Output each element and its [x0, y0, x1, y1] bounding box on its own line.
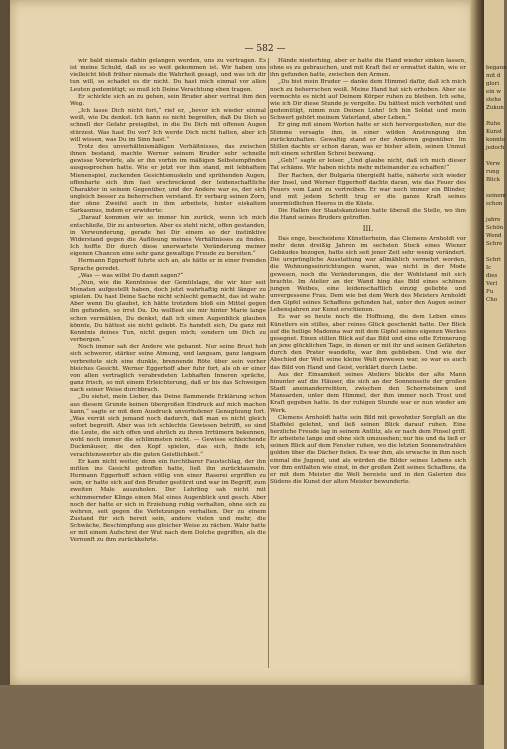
facing-page-line: begann	[486, 65, 507, 71]
facing-page-line	[484, 112, 504, 120]
paragraph: Es war so heute noch die Hoffnung, die dem Leben eines Künstlers ein stilles, aber reines Glück geschenkt hatte. Der Blick auf die heilige Madonna war mit dem Gipfel seines eigenen Werkes gesegnet. Einen stillen Blick auf das Bild und eine edle Erinnerung an jene glücklichen Tage, in denen er mit ihr und seinen Gefährten durch den Prater wandelte, war ihm geblieben. Und wie der Abschied der Welt seine kleine Welt gewesen war, so war es auch das Bild von Hand und Geist, verklärt durch Liebe.	[270, 314, 466, 371]
facing-page-line: Cho	[486, 297, 498, 303]
paragraph: „Geh!“ sagte er leiser. „Und glaube nicht, daß ich mich dieser Tat schäme. Wir haben nichts mehr miteinander zu schaffen!“	[270, 158, 466, 172]
paragraph: Hände niederhing, aber er hatte die Hand wieder sinken lassen, ohne es zu gebrauchen, und mit Kraft fiel er ermattet dahin, wie er ihn gefunden hatte, zwischen den Armen.	[270, 58, 466, 79]
book-page	[10, 0, 482, 685]
facing-page-line: mit d	[486, 73, 501, 79]
paragraph: Hermann Eggerhoff fuhrte sich an, als hätte er in einer fremden Sprache geredet.	[70, 258, 266, 272]
facing-page-edge	[484, 0, 507, 749]
facing-page-line: Schre	[486, 241, 503, 247]
facing-page-line: dies	[486, 273, 498, 279]
book-gutter	[470, 0, 484, 685]
facing-page-line: glori	[486, 81, 499, 87]
paragraph: „Du bist mein Bruder — danke dem Himmel dafür, daß ich mich noch zu beherrschen weiß. Meine Hand hat sich erhoben. Aber sie vermochte es nicht auf Deinem Körper ruhen zu bleiben. Ich sehe, wie ich Dir diese Stunde je vergelte. Du hättest mich verhöhnt und gedemütigt, nimm nun Deinen Lohn! Ich bin Soldat und mein Schwert gehört meinem Vaterland, aber Leben.“	[270, 79, 466, 122]
book-left-edge	[0, 0, 10, 685]
facing-page-line: ein w	[486, 89, 502, 95]
facing-page-line	[484, 208, 504, 216]
facing-page-line: Schön	[486, 225, 504, 231]
facing-page-line: schon	[486, 201, 503, 207]
facing-page-line: rung	[486, 169, 500, 175]
facing-page-line	[484, 152, 504, 160]
facing-page-line: seinem	[486, 193, 506, 199]
facing-page-line: jedoch	[486, 145, 505, 151]
facing-page-line: Schri	[486, 257, 501, 263]
paragraph: Er ging mit einem Worten hatte er sich hervorgestoßen, nur die Stimme versagte ihm, in einer wilden Anstrengung ihn zurückzuhalten. Gewaltig stand er der Anderen gegenüber. Im Stillen dachte er schon daran, was er bisher allein, seinen Unmut mit einem schrillen Schrei bezwang.	[270, 122, 466, 158]
paragraph: Die Hallen der Staatskanzleien hatte überall die Stelle, wo ihm die Hand seines Bruders getroffen.	[270, 208, 466, 222]
facing-page-line: Ruhe	[486, 121, 501, 127]
section-heading: III.	[362, 224, 374, 233]
left-column	[70, 58, 266, 668]
paragraph: „Du siehst, mein Lieber, das Deine flammende Erklärung schon aus diesem Grunde keinen übergroßen Eindruck auf mich machen kann,“ sagte er mit dem Ausdruck unverholener Genugtuung fort. „Was verrät sich jemand noch dadurch, daß man es nicht gleich sofort begreift. Aber was ich schlechte Gewissen betrifft, so sind die Leute, die sich offen und ehrlich zu ihren Irrtümern bekennen, wohl noch immer die schlimmsten nicht. — Gewisse schleichende Duckmäuser, die den Kopf spielen, das sich, finde ich, verachtenswerter als die guten Geistlichkeit.“	[70, 394, 266, 458]
facing-page-line: Wend	[486, 233, 502, 239]
facing-page-line: stehe	[486, 97, 502, 103]
paragraph: Er schickte sich an zu gehen, sein Bruder aber vertrat ihm den Weg.	[70, 93, 266, 107]
paragraph: „Was — was willst Du damit sagen?“	[78, 272, 184, 279]
paragraph: Trotz des unverhältnismäßigen Verhältnisses, das zwischen ihnen bestand, machte Werner seinem Bruder sehr schnelle gewisse Vorwürfe, als er ihn vorhin im mäßigen Selbstempfinden ausgesprochen hatte. Wie er jetzt vor ihm stand, mit lebhaftem Mienenspiel, zuckenden Gesichtsmuskeln und sprühenden Augen, offenbarte sich ihm fast erschreckend der leidenschaftliche Charakter in seinem Gegenüber, und der Andere war es, der sich ungleich besser zu beherrschen verstand. Er verbarg seinen Zorn, der ohne Zweifel auch in ihm arbeitete, hinter eiskaltem Sarkasmus, indem er erwiderte:	[70, 143, 266, 215]
facing-page-line: Blick	[486, 177, 500, 183]
facing-page-line: Kunst	[486, 129, 503, 135]
paragraph: Das enge, bescheidene Künstlerheim, das Clemens Arnholdt vor mehr denn dreißig Jahren im sechsten Stock eines Wiener Gebäudes bezogen, hatte sich seit jener Zeit sehr wenig verändert. Die ursprüngliche Ausstattung war allmählich vermehrt worden, die Wohnungseinrichtungen waren, was nicht in der Mode gewesen, noch die Veränderungen, die der Wohlstand mit sich brachte. Im Atelier an der Wand hing das Bild eines schönen jungen Weibes, eine leidenschaftlich einzig geliebte und unvergessene Frau. Dem wie bei dem Werk des Meisters Arnholdt den Gipfel seines Schaffens gefunden hat, unter den Augen seiner Lebensjahren zur Kunst erschienen.	[270, 235, 466, 314]
paragraph: „Ich lasse Dich nicht fort,“ rief er, „bevor ich wieder einmal weiß, wie Du denkst. Ich kann es nicht begreifen, daß Du Dich so schnell der Gefahr preisgibst, in die Du Dich mit offenen Augen stürzest. Was hast Du vor? Ich werde Dich nicht halten, aber ich will wissen, was Du im Sinn hast.“	[70, 108, 266, 143]
facing-page-line: Fu	[486, 289, 494, 295]
facing-page-line: Ic	[486, 265, 492, 271]
facing-page-line	[484, 184, 504, 192]
facing-page-line: jahre	[486, 217, 501, 223]
paragraph: Noch immer sah der Andere wie gebannt. Nur seine Brust hob sich schwerer, stärker seine Atmung, und langsam, ganz langsam verbreitete sich eine dunkle, brennende Röte über sein vorher bleiches Gesicht. Werner Eggerhoff aber fuhr fort, als ob er einer von allen vertraglich verabredeten Lebhaften Inneren spräche, ganz frisch, so mit einem Erleichterung, daß er bis das Schweigen nach seiner Weise durchbrach.	[70, 344, 266, 394]
paragraph: „Nun, wie die Kenntnisse der Gemütslage, die wir hier seit Monaten aufgestellt haben, doch jetzt wahrhaftig nicht länger zu spielen. Du hast Deine Sache nicht schlecht gemacht, das ist wahr. Aber wenn Du glaubst, ich hätte trotzdem bloß ein Mittel gegen ihn gefunden, so irrst Du. Du wolltest sie mir hinter Marie lange schon vermählen, Du denkst, daß ich einen Augenblick glauben könnte, Du hättest sie nicht geliebt. Es handelt sich, Du ganz mit Kenntnis deines Tun, nicht gegen mich; sondern um Dich zu verbergen.“	[70, 279, 266, 344]
paragraph: Der Rachen, der Bulgaria übergießt hatte, näherte sich wieder der Insel, und Werner Eggerhoff dachte daran, wie das Feuer des Feuers vom Land zu vertreiben. Er war noch immer ein Blinder, und mit jedem Schritt trug er die ganze Kraft seines unermüdlichen Heeres in die Küste.	[270, 172, 466, 208]
facing-page-line: Zukun	[486, 105, 504, 111]
paragraph: Aus der Einsamkeit seines Ateliers blickte der alte Mann hinunter auf die Häuser, die sich an der Sonnenseite der großen Stadt aneinanderreihten, zwischen den Schornsteinen und Mansarden, unter dem Himmel, der ihm immer noch Trost und Kraft gegeben hatte. In der ruhigen Stunde war er nun wieder am Werk.	[270, 371, 466, 414]
paragraph: „Darauf kommen wir so immer hin zurück, wenn ich mich entschließe, Dir zu antworten. Aber es steht nicht, offen gestanden, in Verwunderung, gerade bei Dir einem so der instinktive Widerstand gegen die Auflösung meines Verhältnisses zu finden. Ich hoffte Dir durch diese unerwartete Veränderung meiner eigenen Chancen eine sehr ganz gewaltige Freude zu bereiten.“	[70, 215, 266, 258]
facing-page-line: Verw	[486, 161, 501, 167]
facing-page-line: konnte	[486, 137, 506, 143]
paragraph: Er kam nicht weiter, denn ein furchtbarer Faustschlag, der ihn mitten ins Gesicht getroffen hatte, ließ ihn zurücktaumeln. Hermann Eggerhoff schien völlig von einer Raserei ergriffen zu sein, er hatte sich auf den Bruder gestürzt und war im Begriff, zum zweiten Male auszuholen. Der Lehrling sah nicht mit schimmernder Klinge einen Mal eines Augenblick und gesch. Aber noch der hatte er sich in Erziehung ruhig verhalten, ohne sich zu wehren, seit gegen die Verletzungen verhalten. Der zu einem Zustand für sich bereit sein, andere vielen und mehr, die Schwäche, Beschimpfung aus gleicher Weise zu rächen. Wahr hatte er mit einem Aufschrei der Wut nach dem Dolche gegriffen, als die Vernunft zu ihm zurückkehrte.	[70, 458, 266, 544]
facing-page-line	[484, 248, 504, 256]
page-number: — 582 —	[244, 44, 286, 54]
column-divider	[268, 58, 269, 668]
paragraph: Clemens Arnholdt hatte sein Bild mit gewohnter Sorgfalt an die Staffelei gelehnt, und ließ seinen Blick darauf ruhen. Eine herzliche Freude lag in seinem Antlitz, als er nach dem Pinsel griff. Er arbeitete lange und ohne sich umzusehen; nur hie und da ließ er seinen Blick auf dem Fenster ruhen, wo die letzten Sonnenstrahlen golden über die Dächer fielen. Es war ihm, als erwache in ihm noch einmal die Jugend, und als würden die Bilder seines Lebens sich vor ihm entfalten wie einst, in der großen Zeit seines Schaffens, da er mit dem Meister die Welt bereiste und in den Galerien des Südens die Kunst der alten Meister bewunderte.	[270, 414, 466, 486]
paragraph: wir bald niemals dahin gelangen werden, uns zu vertragen. Es ist meine Schuld, daß es so weit gekommen ist. Wir haben uns vielleicht bloß früher niemals die Wahrheit gesagt, und was ich dir tun will, so schadet es dir nicht. Du hast mich einmal vor allen Leuten gedemütigt; so muß ich Deine Verachtung eben tragen.	[70, 58, 266, 93]
facing-page-line: Verl	[486, 281, 498, 287]
right-column	[270, 58, 466, 668]
